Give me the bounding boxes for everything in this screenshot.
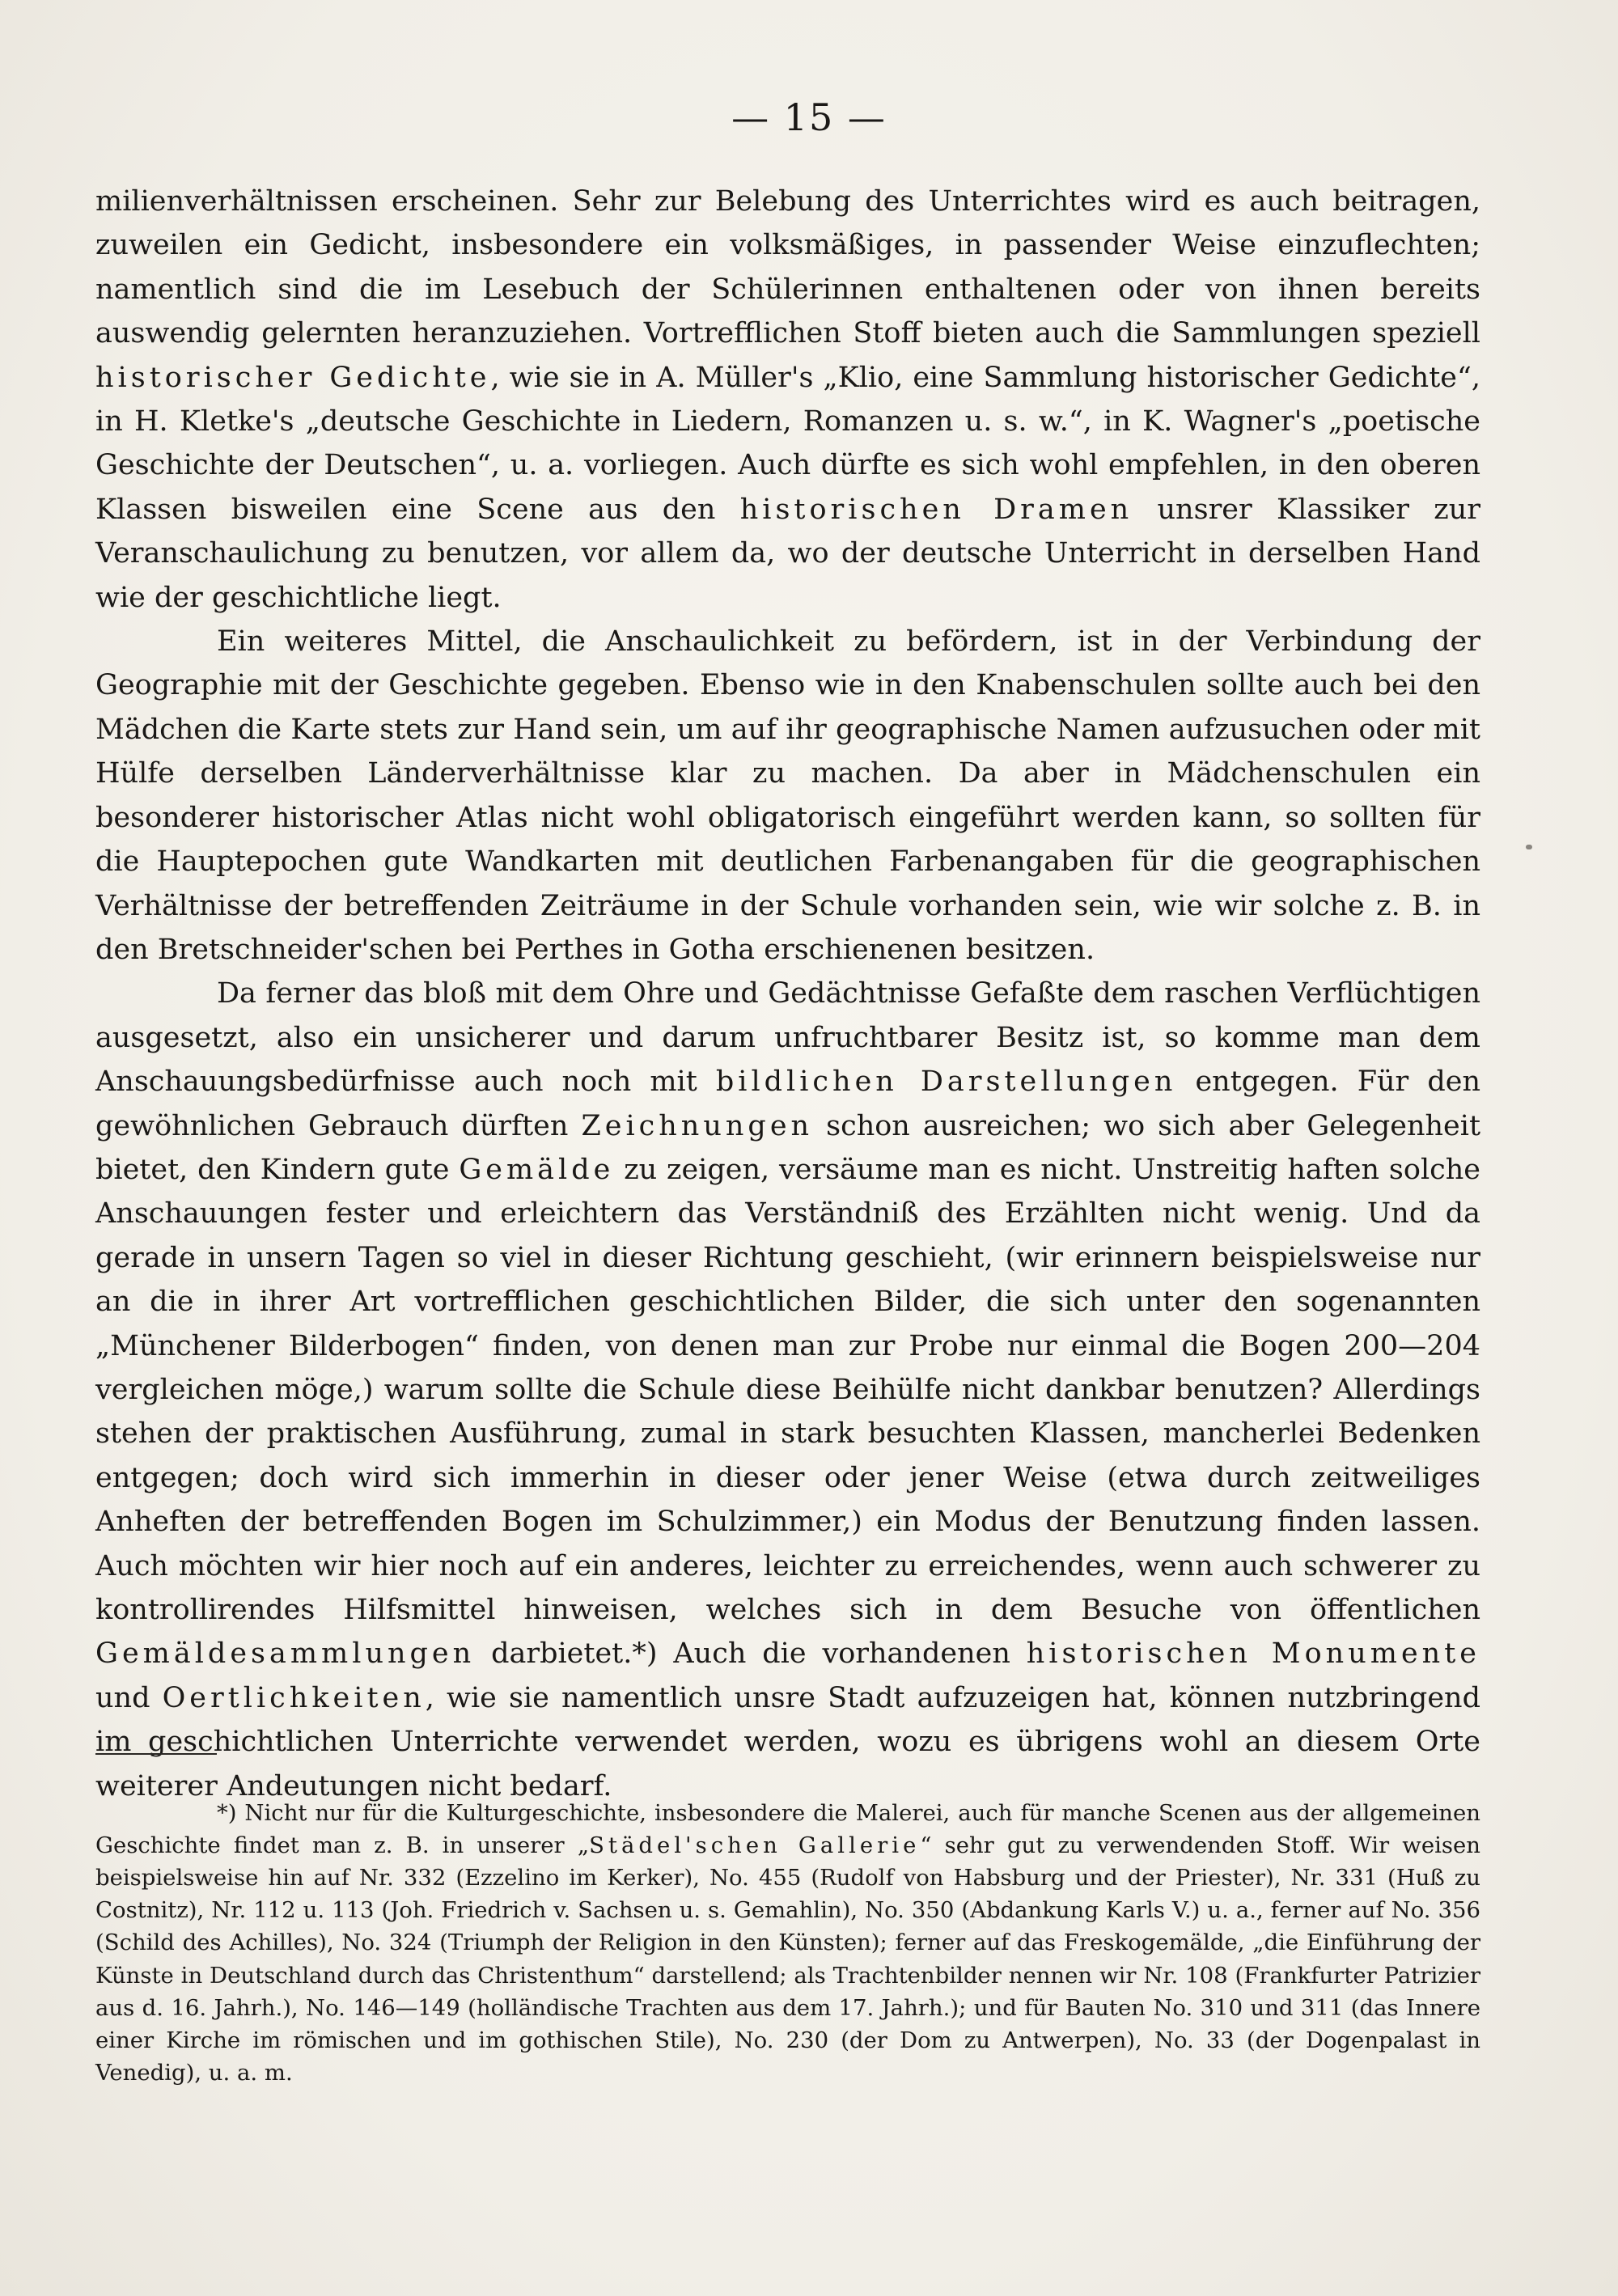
page-number: — 15 — [731, 95, 887, 139]
text-run: milienverhältnissen erscheinen. Sehr zur Belebung des Unterrichtes wird es auch beitragen, zuweilen ein Gedicht, insbesondere ein volksmäßiges, in passender Weise einzuflechten; namentlich sind die im Lesebuch der Schülerinnen enthaltenen oder von ihnen bereits auswendig gelernten heranzuziehen. Vortrefflichen Stoff bieten auch die Sammlungen speziell [95, 185, 1480, 350]
emphasis-galleries: Gemäldesammlungen [95, 1637, 476, 1671]
text-run: , wie sie in A. Müller's „Klio, eine Sammlung historischer Gedichte“, in H. Kletke's „deutsche Geschichte in Liedern, Romanzen u. s. w.“, in K. Wagner's „poetische Geschichte der Deutschen“, u. a. vorliegen. Auch dürfte es sich wohl empfehlen, in den oberen Klassen bisweilen eine Scene aus den [95, 361, 1480, 526]
emphasis-historical-poems: historischer Gedichte [95, 361, 491, 394]
scan-speck [1526, 845, 1532, 849]
emphasis-localities: Oertlichkeiten [162, 1681, 426, 1714]
emphasis-historical-monuments: historischen Monumente [1026, 1637, 1480, 1671]
emphasis-staedel-gallery: Städel'schen Gallerie [589, 1832, 921, 1858]
footnote [95, 1797, 1480, 2090]
text-run: unsrer Klassiker zur Veranschaulichung zu benutzen, vor allem da, wo der deutsche Unterricht in derselben Hand wie der geschichtliche liegt. [95, 493, 1480, 614]
text-run: entgegen. Für den gewöhnlichen Gebrauch dürften [95, 1065, 1480, 1142]
text-run: und [95, 1681, 163, 1714]
text-run: zu zeigen, versäume man es nicht. Unstreitig haften solche Anschauungen fester und erleichtern das Verständniß des Erzählten nicht wenig. Und da gerade in unsern Tagen so viel in dieser Richtung geschieht, (wir erinnern beispielsweise nur an die in ihrer Art vortrefflichen geschichtlichen Bilder, die sich unter den sogenannten „Münchener Bilderbogen“ finden, von denen man zur Probe nur einmal die Bogen 200—204 vergleichen möge,) warum sollte die Schule diese Beihülfe nicht dankbar benutzen? Allerdings stehen der praktischen Ausführung, zumal in stark besuchten Klassen, mancherlei Bedenken entgegen; doch wird sich immerhin in dieser oder jener Weise (etwa durch zeitweiliges Anheften der betreffenden Bogen im Schulzimmer,) ein Modus der Benutzung finden lassen. Auch möchten wir hier noch auf ein anderes, leichter zu erreichendes, wenn auch schwerer zu kontrollirendes Hilfsmittel hinweisen, welches sich in dem Besuche von öffentlichen [95, 1153, 1480, 1626]
text-run: “ sehr gut zu verwendenden Stoff. Wir weisen beispielsweise hin auf Nr. 332 (Ezzelino im Kerker), No. 455 (Rudolf von Habsburg und der Priester), Nr. 331 (Huß zu Costnitz), Nr. 112 u. 113 (Joh. Friedrich v. Sachsen u. s. Gemahlin), No. 350 (Abdankung Karls V.) u. a., ferner auf No. 356 (Schild des Achilles), No. 324 (Triumph der Religion in den Künsten); ferner auf das Freskogemälde, „die Einführung der Künste in Deutschland durch das Christenthum“ darstellend; als Trachtenbilder nennen wir Nr. 108 (Frankfurter Patrizier aus d. 16. Jahrh.), No. 146—149 (holländische Trachten aus dem 17. Jahrh.); und für Bauten No. 310 und 311 (das Innere einer Kirche im römischen und im gothischen Stile), No. 230 (der Dom zu Antwerpen), No. 33 (der Dogenpalast in Venedig), u. a. m. [95, 1832, 1480, 2086]
text-run: darbietet.*) Auch die vorhandenen [475, 1637, 1027, 1671]
emphasis-pictorial-representations: bildlichen Darstellungen [715, 1065, 1177, 1099]
paragraph-1 [95, 180, 1480, 620]
footnote-divider [95, 1753, 217, 1755]
text-run: *) Nicht nur für die Kulturgeschichte, insbesondere die Malerei, auch für manche Scenen aus der allgemeinen Geschichte findet man z. B. in unserer „ [95, 1799, 1480, 1858]
text-run: schon ausreichen; wo sich aber Gelegenheit bietet, den Kindern gute [95, 1109, 1481, 1186]
emphasis-drawings: Zeichnungen [581, 1109, 814, 1142]
text-run: , wie sie namentlich unsre Stadt aufzuzeigen hat, können nutzbringend im geschichtlichen Unterrichte verwendet werden, wozu es übrigens wohl an diesem Orte weiterer Andeutungen nicht bedarf. [95, 1681, 1480, 1802]
body-text [95, 180, 1480, 1808]
emphasis-historical-dramas: historischen Dramen [739, 493, 1133, 526]
text-run: Da ferner das bloß mit dem Ohre und Gedächtnisse Gefaßte dem raschen Verflüchtigen ausgesetzt, also ein unsicherer und darum unfruchtbarer Besitz ist, so komme man dem Anschauungsbedürfnisse auch noch mit [95, 977, 1480, 1099]
emphasis-paintings: Gemälde [459, 1153, 615, 1186]
paragraph-2: Ein weiteres Mittel, die Anschaulichkeit zu befördern, ist in der Verbindung der Geographie mit der Geschichte gegeben. Ebenso wie in den Knabenschulen sollte auch bei den Mädchen die Karte stets zur Hand sein, um auf ihr geographische Namen aufzusuchen oder mit Hülfe derselben Länderverhältnisse klar zu machen. Da aber in Mädchenschulen ein besonderer historischer Atlas nicht wohl obligatorisch eingeführt werden kann, so sollten für die Hauptepochen gute Wandkarten mit deutlichen Farbenangaben für die geographischen Verhältnisse der betreffenden Zeiträume in der Schule vorhanden sein, wie wir solche z. B. in den Bretschneider'schen bei Perthes in Gotha erschienenen besitzen. [95, 625, 1480, 966]
paragraph-3 [95, 972, 1480, 1808]
